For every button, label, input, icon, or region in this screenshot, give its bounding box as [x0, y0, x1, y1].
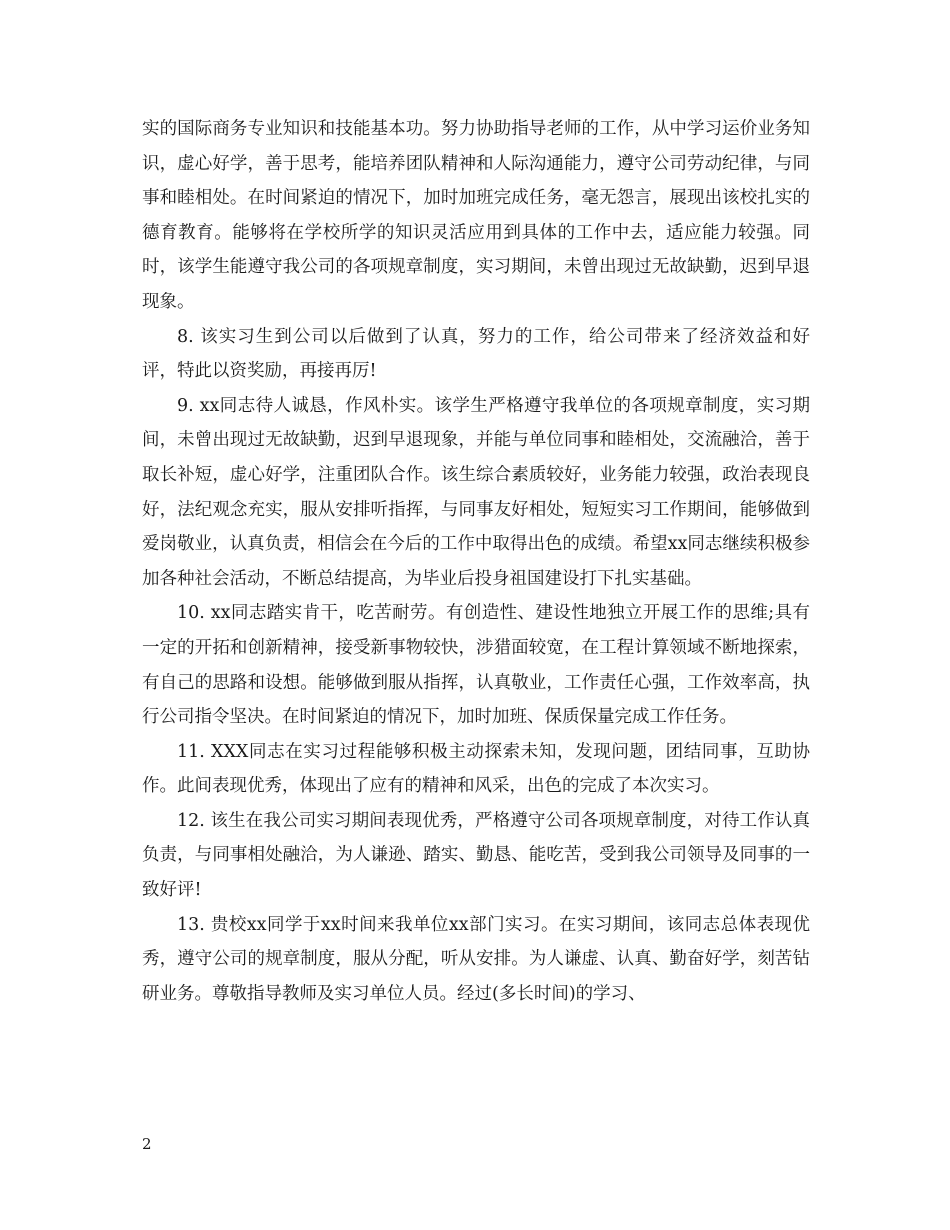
paragraph-continuation: 实的国际商务专业知识和技能基本功。努力协助指导老师的工作，从中学习运价业务知识，虚心好学，善于思考，能培养团队精神和人际沟通能力，遵守公司劳动纪律，与同事和睦相处。在时间紧迫的情况下，加时加班完成任务，毫无怨言，展现出该校扎实的德育教育。能够将在学校所学的知识灵活应用到具体的工作中去，适应能力较强。同时，该学生能遵守我公司的各项规章制度，实习期间，未曾出现过无故缺勤，迟到早退现象。 — [142, 119, 810, 312]
paragraph-item-13: 13. 贵校xx同学于xx时间来我单位xx部门实习。在实习期间，该同志总体表现优秀，遵守公司的规章制度，服从分配，听从安排。为人谦虚、认真、勤奋好学，刻苦钻研业务。尊敬指导教师及实习单位人员。经过(多长时间)的学习、 — [142, 914, 810, 1004]
paragraph-item-9: 9. xx同志待人诚恳，作风朴实。该学生严格遵守我单位的各项规章制度，实习期间，未曾出现过无故缺勤，迟到早退现象，并能与单位同事和睦相处，交流融洽，善于取长补短，虚心好学，注重团队合作。该生综合素质较好，业务能力较强，政治表现良好，法纪观念充实，服从安排听指挥，与同事友好相处，短短实习工作期间，能够做到爱岗敬业，认真负责，相信会在今后的工作中取得出色的成绩。希望xx同志继续积极参加各种社会活动，不断总结提高，为毕业后投身祖国建设打下扎实基础。 — [142, 395, 810, 589]
paragraph-item-12: 12. 该生在我公司实习期间表现优秀，严格遵守公司各项规章制度，对待工作认真负责，与同事相处融洽，为人谦逊、踏实、勤恳、能吃苦，受到我公司领导及同事的一致好评! — [142, 810, 810, 901]
page-number: 2 — [142, 1135, 152, 1153]
paragraph-item-10: 10. xx同志踏实肯干，吃苦耐劳。有创造性、建设性地独立开展工作的思维;具有一定的开拓和创新精神，接受新事物较快，涉猎面较宽，在工程计算领域不断地探索，有自己的思路和设想。能够做到服从指挥，认真敬业，工作责任心强，工作效率高，执行公司指令坚决。在时间紧迫的情况下，加时加班、保质保量完成工作任务。 — [142, 603, 810, 728]
paragraph-item-8: 8. 该实习生到公司以后做到了认真，努力的工作，给公司带来了经济效益和好评，特此以资奖励，再接再厉! — [142, 326, 810, 382]
paragraph-item-11: 11. XXX同志在实习过程能够积极主动探索未知，发现问题，团结同事，互助协作。此间表现优秀，体现出了应有的精神和风采，出色的完成了本次实习。 — [142, 741, 810, 797]
document-body — [142, 112, 810, 1011]
